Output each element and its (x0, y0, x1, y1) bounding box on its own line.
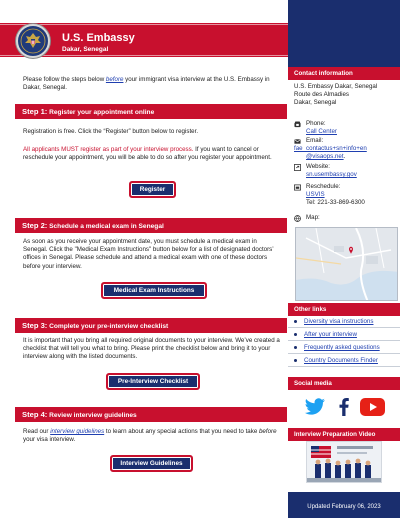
step-1-warning: All applicants MUST register as part of your interview process. (23, 146, 194, 153)
step-4-body-before: Read our (23, 428, 51, 435)
header-subtitle: Dakar, Senegal (62, 46, 109, 53)
step-1-note (23, 146, 281, 162)
social-media-heading: Social media (288, 377, 400, 390)
interview-guidelines-button[interactable]: Interview Guidelines (110, 455, 193, 472)
interview-guidelines-link[interactable]: interview guidelines (50, 428, 105, 435)
step-3-number: Step 3: (22, 321, 48, 330)
list-item (288, 341, 400, 354)
bullet-icon (294, 359, 297, 362)
usvis-link[interactable]: USVIS (306, 191, 325, 199)
updated-date: Updated February 06, 2023 (288, 492, 400, 518)
video-heading: Interview Preparation Video (288, 428, 400, 441)
call-center-link[interactable]: Call Center (306, 128, 337, 136)
email-link-line2[interactable]: @visaops.net (306, 153, 344, 160)
sidebar-top-band (288, 0, 400, 67)
step-3-title: Complete your pre-interview checklist (49, 323, 169, 330)
email-icon (294, 138, 301, 145)
email-label: Email: (306, 137, 324, 144)
address-line: U.S. Embassy Dakar, Senegal (294, 83, 378, 90)
list-item (288, 315, 400, 328)
other-links-list (288, 315, 400, 367)
map-graphic (296, 228, 398, 301)
youtube-icon[interactable] (360, 398, 385, 416)
contact-address (294, 83, 398, 108)
facebook-icon[interactable] (339, 398, 349, 416)
map-label: Map: (306, 214, 320, 221)
twitter-icon[interactable] (304, 398, 326, 416)
header-title: U.S. Embassy (62, 32, 135, 44)
website-link[interactable]: sn.usembassy.gov (306, 171, 357, 179)
step-4-body (23, 428, 281, 444)
step-4-body-emph: before (258, 428, 277, 435)
step-4-header (15, 407, 287, 422)
telephone-number: Tel: 221-33-869-6300 (306, 199, 365, 207)
map-image[interactable] (295, 227, 398, 301)
country-documents-link[interactable]: Country Documents Finder (304, 357, 378, 364)
intro-before: Please follow the steps below (23, 76, 106, 83)
reschedule-icon (294, 184, 301, 191)
bullet-icon (294, 346, 297, 349)
contact-heading: Contact information (288, 67, 400, 80)
register-button[interactable]: Register (129, 181, 176, 198)
intro-after: your immigrant visa interview at the U.S. Embassy in Dakar, Senegal. (23, 76, 270, 92)
step-1-number: Step 1: (22, 107, 48, 116)
intro-text (23, 76, 281, 92)
other-links-heading: Other links (288, 303, 400, 316)
address-line: Dakar, Senegal (294, 99, 337, 107)
website-icon (294, 164, 301, 171)
step-3-header (15, 318, 287, 333)
reschedule-label: Reschedule: (306, 183, 341, 190)
phone-label: Phone: (306, 120, 326, 127)
step-1-header (15, 104, 287, 119)
step-2-body: As soon as you receive your appointment date, you must schedule a medical exam in Senegal. Click the "Medical Exam Instructions" button below for a list of designated doctors’ offices in Senegal. Please schedule and attend a medical exam with one of these doctors before your interview. (23, 238, 274, 270)
email-line2-wrap (306, 153, 345, 161)
list-item (288, 354, 400, 367)
step-4-title: Review interview guidelines (49, 412, 137, 419)
step-2-title: Schedule a medical exam in Senegal (49, 223, 164, 230)
bullet-icon (294, 333, 297, 336)
video-thumbnail-image (307, 442, 382, 483)
address-line: Route des Almadies (294, 91, 350, 99)
step-4-body-mid: to learn about any special actions that you need to take (104, 428, 259, 435)
video-thumbnail[interactable] (306, 441, 382, 483)
step-2-header (15, 218, 287, 233)
step-3-body: It is important that you bring all required original documents to your interview. We’ve created a checklist that will tell you what to bring. Please print the checklist below and bring it to your interview along with the listed documents. (23, 337, 280, 361)
email-link-line1[interactable]: fae_contactus+sn+info+en (294, 145, 367, 152)
embassy-seal-icon (16, 24, 50, 58)
step-1-title: Register your appointment online (49, 109, 155, 116)
step-4-body-after: your visa interview. (23, 436, 76, 444)
email-period: . (343, 153, 346, 160)
medical-exam-instructions-button[interactable]: Medical Exam Instructions (101, 282, 207, 299)
step-4-number: Step 4: (22, 410, 48, 419)
after-interview-link[interactable]: After your interview (304, 331, 357, 338)
step-2-number: Step 2: (22, 221, 48, 230)
sidebar (288, 0, 400, 518)
list-item (288, 328, 400, 341)
pre-interview-checklist-button[interactable]: Pre-Interview Checklist (106, 373, 200, 390)
diversity-visa-link[interactable]: Diversity visa instructions (304, 318, 374, 325)
step-1-body: Registration is free. Click the “Register” button below to register. (23, 128, 199, 135)
step-1-note-text: If you want to cancel or reschedule your appointment, you will be able to do so after you register your appointment. (23, 146, 272, 162)
social-media-icons (288, 390, 400, 423)
header (0, 0, 288, 66)
phone-icon (294, 121, 301, 128)
website-label: Website: (306, 163, 330, 170)
bullet-icon (294, 320, 297, 323)
intro-before-emph[interactable]: before (105, 76, 124, 83)
globe-icon (294, 215, 301, 222)
faq-link[interactable]: Frequently asked questions (304, 344, 380, 351)
